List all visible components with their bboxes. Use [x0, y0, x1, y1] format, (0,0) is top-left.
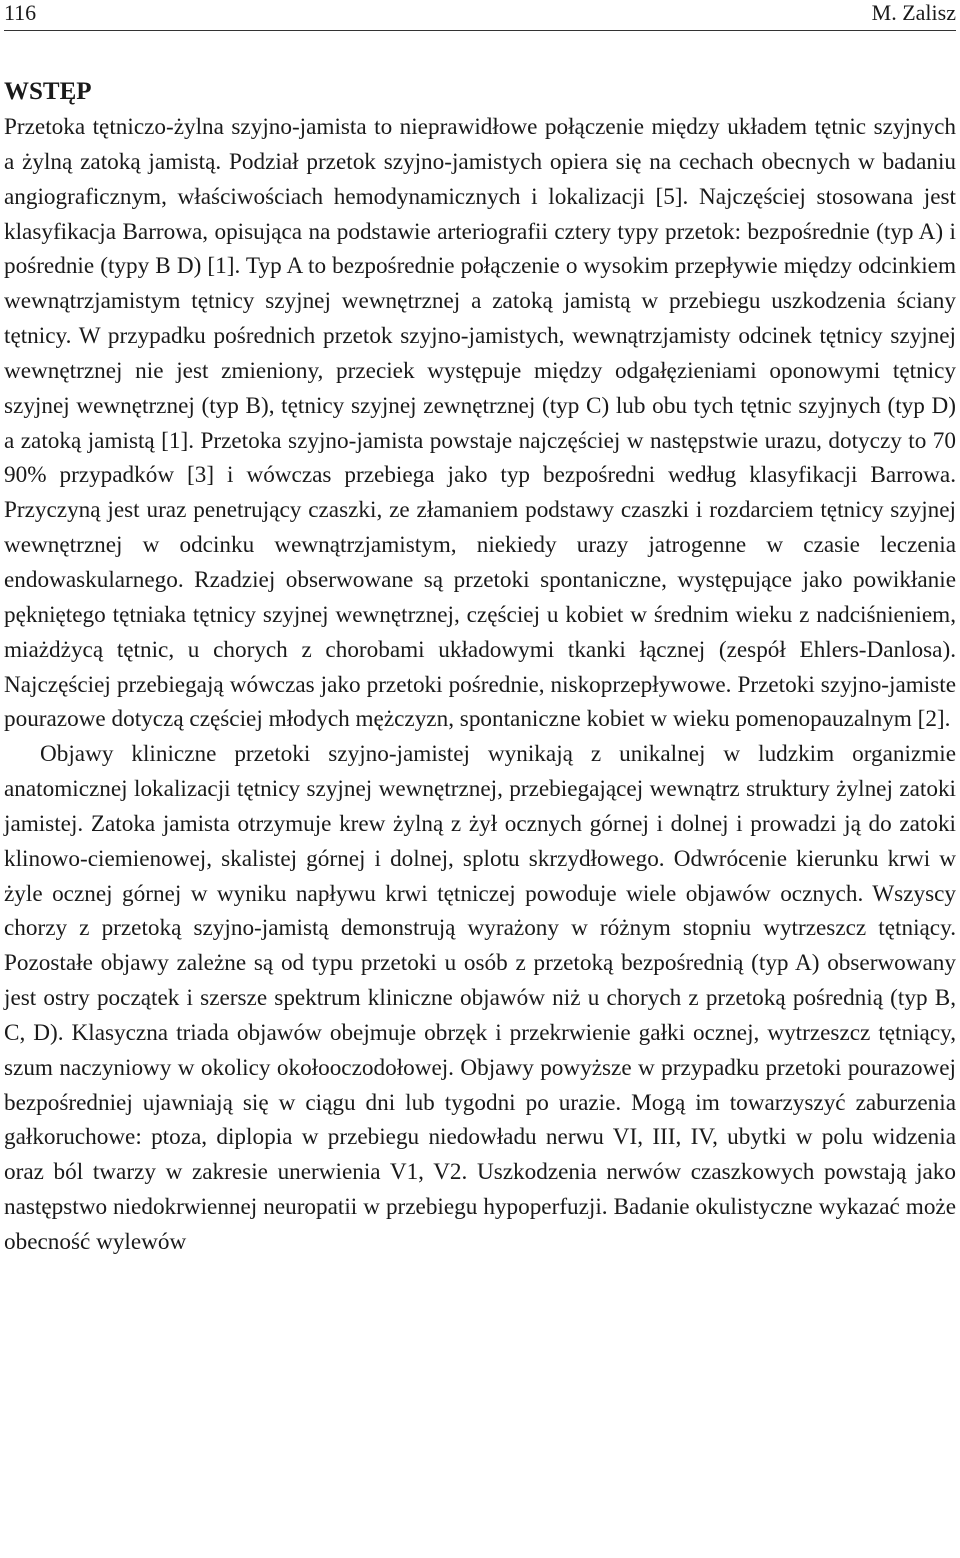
- article-body: [4, 74, 956, 1260]
- body-paragraph: Objawy kliniczne przetoki szyjno-jamistej wynikają z unikalnej w ludzkim organizmie anatomicznej lokalizacji tętnicy szyjnej wewnętrznej, przebiegającej wewnątrz struktury żylnej zatoki jamistej. Zatoka jamista otrzymuje krew żylną z żył ocznych górnej i dolnej i prowadzi ją do zatoki klinowo-ciemienowej, skalistej górnej i dolnej, splotu skrzydłowego. Odwrócenie kierunku krwi w żyle ocznej górnej w wyniku napływu krwi tętniczej powoduje wiele objawów ocznych. Wszyscy chorzy z przetoką szyjno-jamistą demonstrują wyrażony w różnym stopniu wytrzeszcz tętniący. Pozostałe objawy zależne są od typu przetoki u osób z przetoką bezpośrednią (typ A) obserwowany jest ostry początek i szersze spektrum kliniczne objawów niż u chorych z przetoką pośrednią (typ B, C, D). Klasyczna triada objawów obejmuje obrzęk i przekrwienie gałki ocznej, wytrzeszcz tętniący, szum naczyniowy w okolicy okołooczodołowej. Objawy powyższe w przypadku przetoki pourazowej bezpośredniej ujawniają się w ciągu dni lub tygodni po urazie. Mogą im towarzyszyć zaburzenia gałkoruchowe: ptoza, diplopia w przebiegu niedowładu nerwu VI, III, IV, ubytki w polu widzenia oraz ból twarzy w zakresie unerwienia V1, V2. Uszkodzenia nerwów czaszkowych powstają jako następstwo niedokrwiennej neuropatii w przebiegu hypoperfuzji. Badanie okulistyczne wykazać może obecność wylewów: [4, 741, 956, 1255]
- running-header: [4, 0, 956, 31]
- section-heading: WSTĘP: [4, 78, 92, 105]
- running-author: M. Zalisz: [871, 0, 956, 25]
- body-paragraph: Przetoka tętniczo-żylna szyjno-jamista to nieprawidłowe połączenie między układem tętnic szyjnych a żylną zatoką jamistą. Podział przetok szyjno-jamistych opiera się na cechach obecnych w badaniu angiograficznym, właściwościach hemodynamicznych i lokalizacji [5]. Najczęściej stosowana jest klasyfikacja Barrowa, opisująca na podstawie arteriografii cztery typy przetok: bezpośrednie (typ A) i pośrednie (typy B D) [1]. Typ A to bezpośrednie połączenie o wysokim przepływie między odcinkiem wewnątrzjamistym tętnicy szyjnej wewnętrznej a zatoką jamistą w przebiegu uszkodzenia ściany tętnicy. W przypadku pośrednich przetok szyjno-jamistych, wewnątrzjamisty odcinek tętnicy szyjnej wewnętrznej nie jest zmieniony, przeciek występuje między odgałęzieniami oponowymi tętnicy szyjnej wewnętrznej (typ B), tętnicy szyjnej zewnętrznej (typ C) lub obu tych tętnic szyjnych (typ D) a zatoką jamistą [1]. Przetoka szyjno-jamista powstaje najczęściej w następstwie urazu, dotyczy to 70 90% przypadków [3] i wówczas przebiega jako typ bezpośredni według klasyfikacji Barrowa. Przyczyną jest uraz penetrujący czaszki, ze złamaniem podstawy czaszki i rozdarciem tętnicy szyjnej wewnętrznej w odcinku wewnątrzjamistym, niekiedy urazy jatrogenne w czasie leczenia endowaskularnego. Rzadziej obserwowane są przetoki spontaniczne, występujące jako powikłanie pękniętego tętniaka tętnicy szyjnej wewnętrznej, częściej u kobiet w średnim wieku z nadciśnieniem, miażdżycą tętnic, u chorych z chorobami układowymi tkanki łącznej (zespół Ehlers-Danlosa). Najczęściej przebiegają wówczas jako przetoki pośrednie, niskoprzepływowe. Przetoki szyjno-jamiste pourazowe dotyczą częściej młodych mężczyzn, spontaniczne kobiet w wieku pomenopauzalnym [2].: [4, 114, 956, 733]
- page-number: 116: [4, 0, 37, 25]
